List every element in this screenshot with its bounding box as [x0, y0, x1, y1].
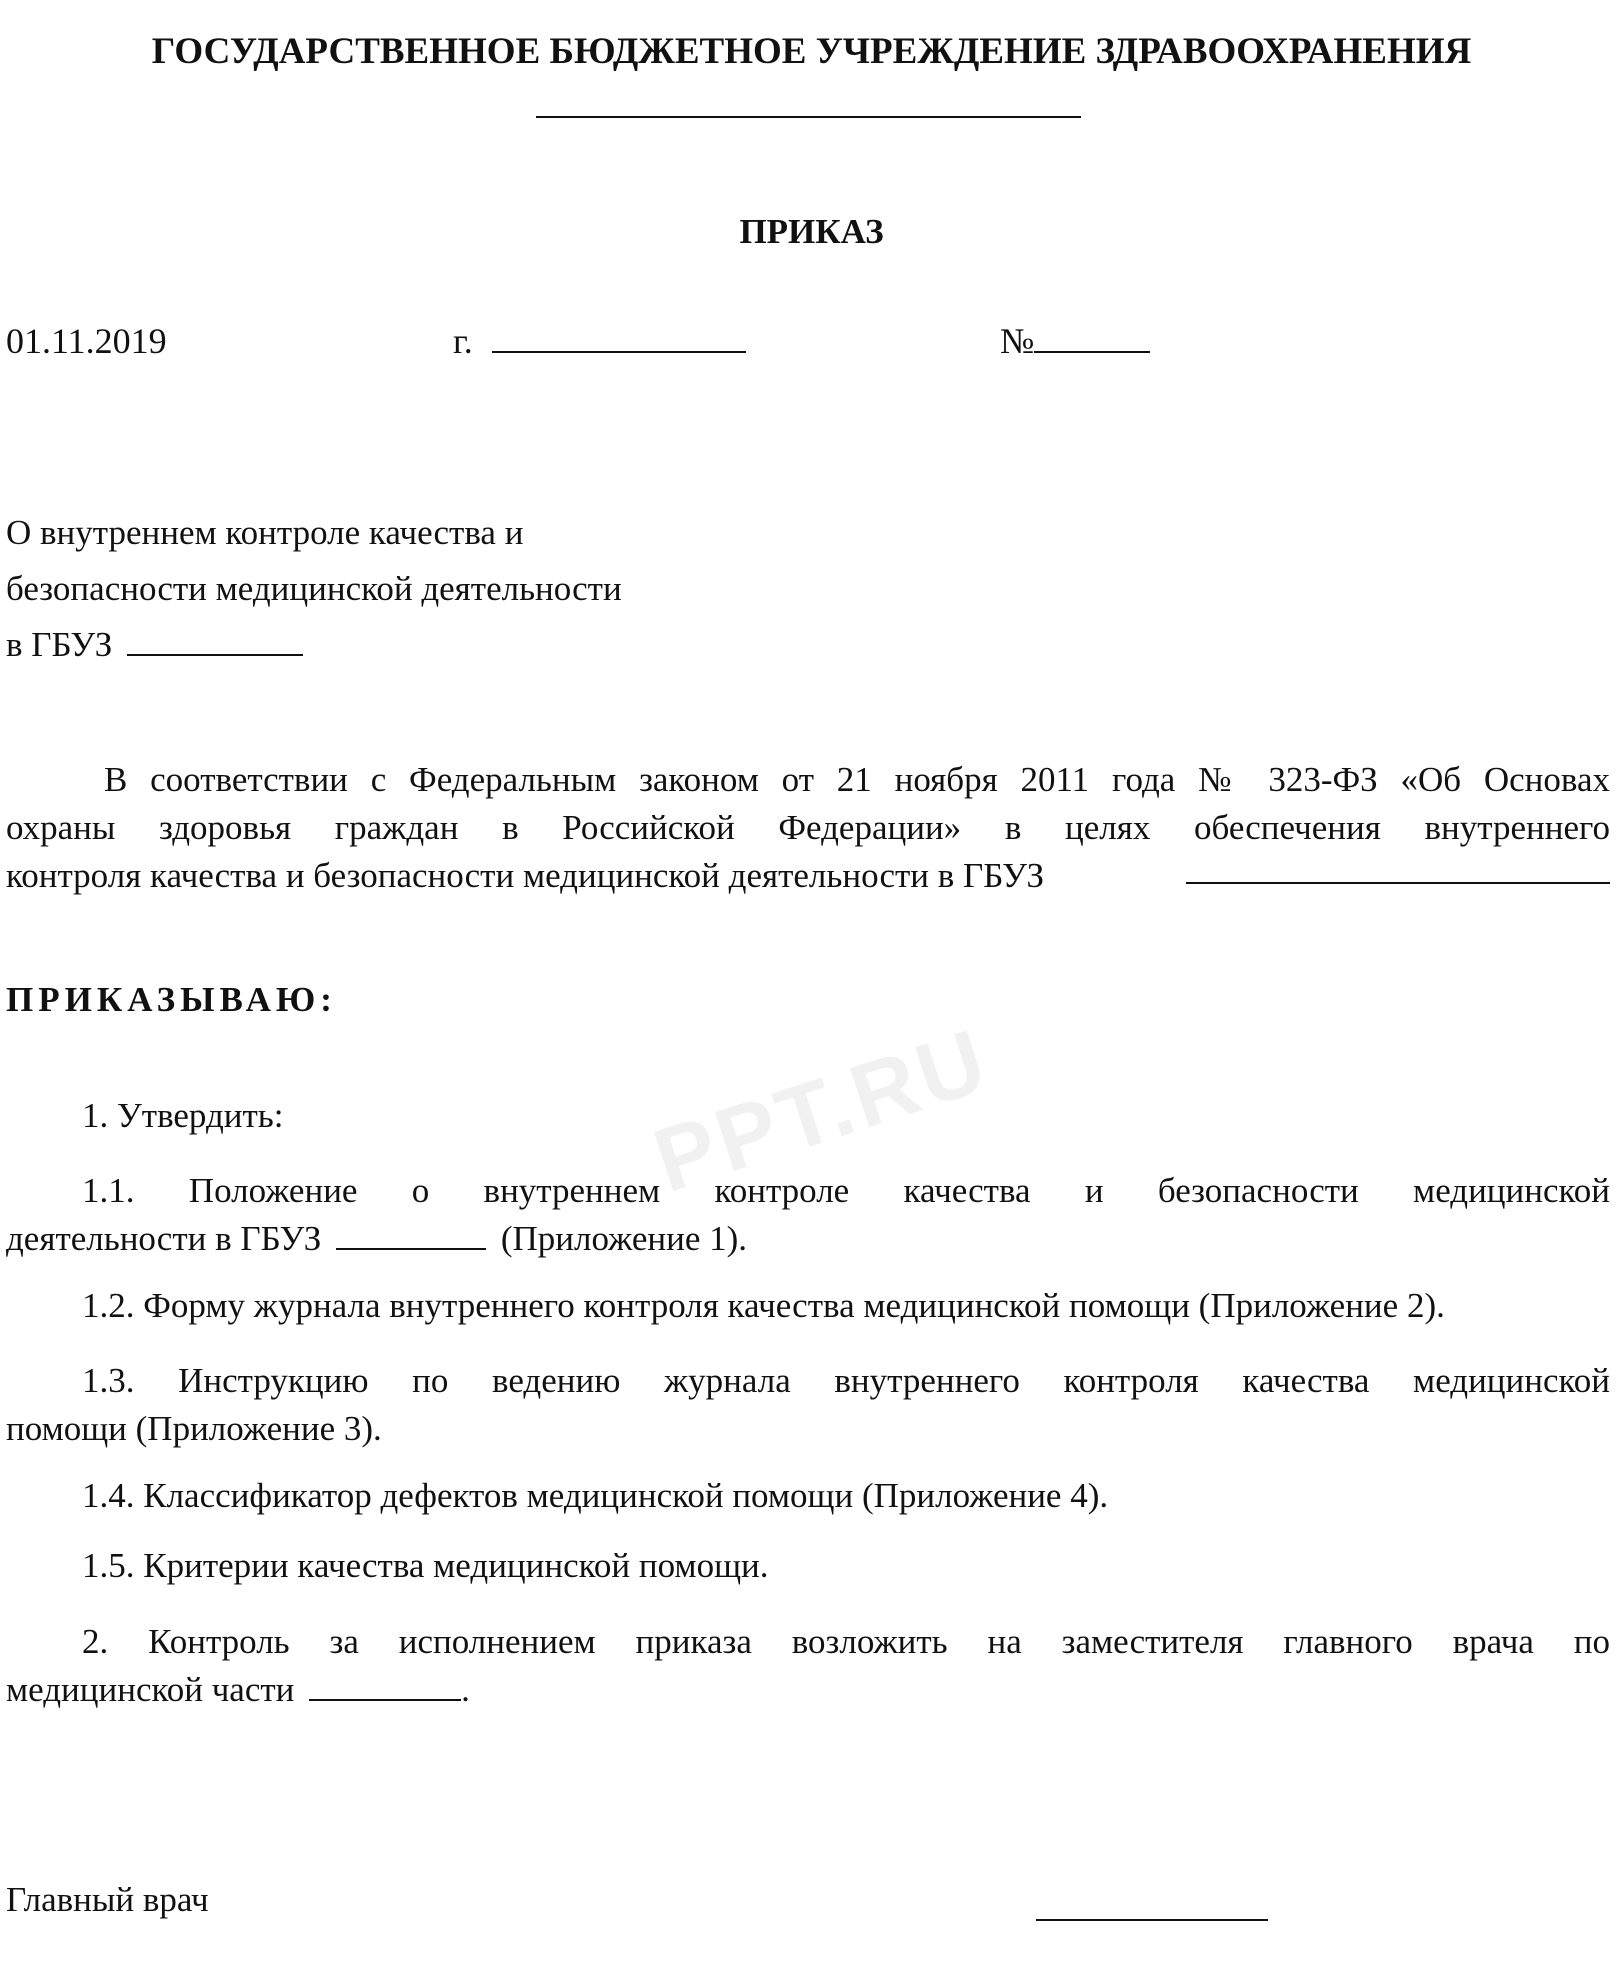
number-label: №	[1000, 321, 1035, 361]
number-blank	[1034, 321, 1150, 353]
item-line: помощи (Приложение 3).	[6, 1409, 382, 1448]
item-line: деятельности в ГБУЗ (Приложение 1).	[6, 1219, 748, 1258]
organization-name-blank	[536, 116, 1081, 118]
subject-line: безопасности медицинской деятельности	[6, 569, 622, 608]
institution-blank	[1186, 852, 1610, 884]
deputy-name-blank	[309, 1669, 461, 1701]
item-1-1	[6, 1167, 1610, 1263]
signature-title: Главный врач	[6, 1880, 209, 1919]
order-date: 01.11.2019	[6, 321, 167, 361]
item-1-5: 1.5. Критерии качества медицинской помощи.	[82, 1546, 769, 1585]
signature-blank	[1036, 1919, 1268, 1921]
institution-blank	[127, 624, 303, 656]
item-1-4: 1.4. Классификатор дефектов медицинской помощи (Приложение 4).	[82, 1476, 1109, 1515]
command-heading: ПРИКАЗЫВАЮ:	[6, 980, 337, 1019]
item-2	[6, 1618, 1610, 1714]
item-line: 1.3. Инструкцию по ведению журнала внутреннего контроля качества медицинской	[82, 1361, 1610, 1400]
item-1-3	[6, 1357, 1610, 1453]
item-line: 1.1. Положение о внутреннем контроле качества и безопасности медицинской	[82, 1171, 1610, 1210]
order-number	[1000, 320, 1150, 362]
subject-line: О внутреннем контроле качества и	[6, 513, 524, 552]
preamble-line: В соответствии с Федеральным законом от 21 ноября 2011 года № 323-ФЗ «Об Основах	[104, 760, 1610, 799]
document-type-title: ПРИКАЗ	[739, 212, 884, 251]
subject-line: в ГБУЗ	[6, 617, 622, 673]
city-blank	[492, 321, 746, 353]
order-city	[453, 320, 746, 362]
institution-blank	[336, 1218, 486, 1250]
preamble-line: контроля качества и безопасности медицинской деятельности в ГБУЗ	[6, 852, 1610, 900]
item-1: 1. Утвердить:	[82, 1096, 284, 1135]
item-line: медицинской части .	[6, 1670, 470, 1709]
preamble-line: охраны здоровья граждан в Российской Федерации» в целях обеспечения внутреннего	[6, 808, 1610, 847]
item-line: 2. Контроль за исполнением приказа возложить на заместителя главного врача по	[82, 1622, 1610, 1661]
item-1-2: 1.2. Форму журнала внутреннего контроля качества медицинской помощи (Приложение 2).	[82, 1286, 1445, 1325]
organization-title: ГОСУДАРСТВЕННОЕ БЮДЖЕТНОЕ УЧРЕЖДЕНИЕ ЗДРАВООХРАНЕНИЯ	[151, 31, 1472, 72]
city-label: г.	[453, 321, 473, 361]
preamble-paragraph	[6, 756, 1610, 900]
order-subject	[6, 505, 622, 673]
watermark: PPT.RU	[642, 1010, 1001, 1212]
